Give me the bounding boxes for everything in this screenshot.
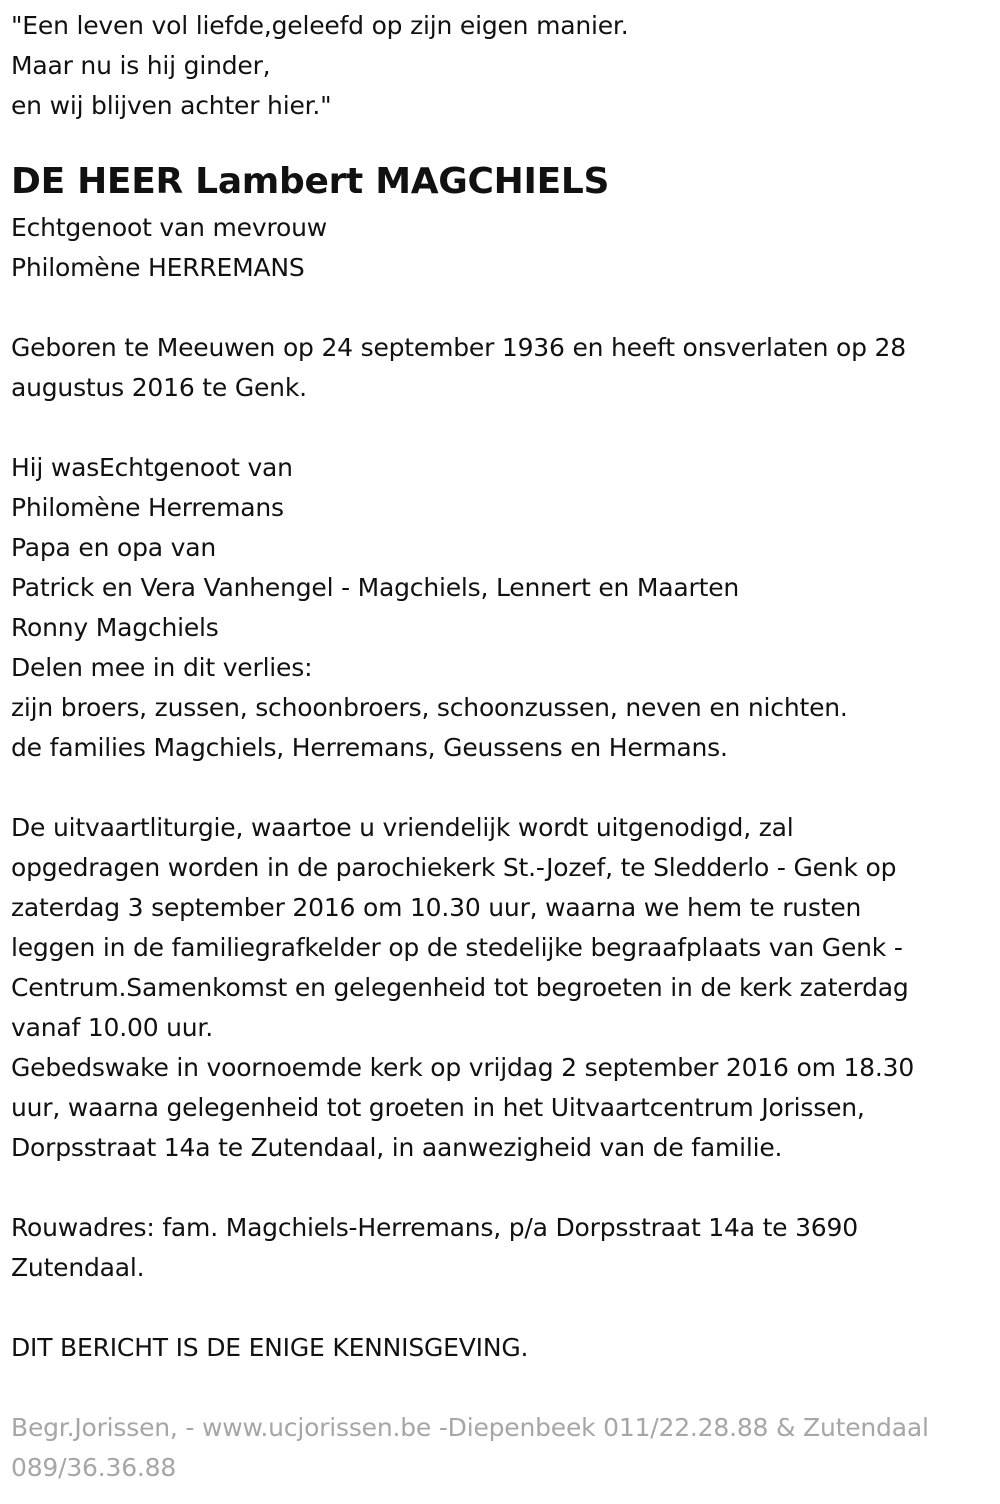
deceased-name-title: DE HEER Lambert MAGCHIELS: [11, 161, 610, 202]
family-line: Hij wasEchtgenoot van: [11, 453, 293, 482]
funeral-line: Gebedswake in voornoemde kerk op vrijdag 2 september 2016 om 18.30: [11, 1053, 915, 1082]
spacer: [11, 768, 989, 808]
funeral-line: Centrum.Samenkomst en gelegenheid tot begroeten in de kerk zaterdag: [11, 973, 909, 1002]
spacer: [11, 1168, 989, 1208]
family-line: Delen mee in dit verlies:: [11, 653, 313, 682]
footer-line: 089/36.36.88: [11, 1453, 177, 1482]
funeral-line: zaterdag 3 september 2016 om 10.30 uur, waarna we hem te rusten: [11, 893, 862, 922]
quote-line: "Een leven vol liefde,geleefd op zijn eigen manier.: [11, 11, 629, 40]
funeral-line: vanaf 10.00 uur.: [11, 1013, 213, 1042]
family-line: Philomène Herremans: [11, 493, 284, 522]
address-line: Zutendaal.: [11, 1253, 145, 1282]
address-line: Rouwadres: fam. Magchiels-Herremans, p/a Dorpsstraat 14a te 3690: [11, 1213, 858, 1242]
funeral-paragraph: [11, 808, 989, 1168]
spouse-intro-line: Echtgenoot van mevrouw: [11, 213, 327, 242]
funeral-line: Dorpsstraat 14a te Zutendaal, in aanwezigheid van de familie.: [11, 1133, 783, 1162]
quote-line: Maar nu is hij ginder,: [11, 51, 271, 80]
mourning-address: [11, 1208, 989, 1288]
funeral-line: opgedragen worden in de parochiekerk St.-Jozef, te Sledderlo - Genk op: [11, 853, 897, 882]
spacer: [11, 1288, 989, 1328]
family-line: Ronny Magchiels: [11, 613, 219, 642]
family-line: de families Magchiels, Herremans, Geussens en Hermans.: [11, 733, 728, 762]
quote-line: en wij blijven achter hier.": [11, 91, 332, 120]
family-paragraph: [11, 448, 989, 768]
spacer: [11, 408, 989, 448]
funeral-line: leggen in de familiegrafkelder op de stedelijke begraafplaats van Genk -: [11, 933, 903, 962]
spouse-intro: [11, 208, 989, 288]
spacer: [11, 288, 989, 328]
spouse-intro-line: Philomène HERREMANS: [11, 253, 305, 282]
funeral-home-footer: [11, 1408, 989, 1488]
family-line: Papa en opa van: [11, 533, 216, 562]
birth-death-paragraph: [11, 328, 989, 408]
footer-line: Begr.Jorissen, - www.ucjorissen.be -Diepenbeek 011/22.28.88 & Zutendaal: [11, 1413, 929, 1442]
birth-death-line: Geboren te Meeuwen op 24 september 1936 en heeft onsverlaten op 28: [11, 333, 906, 362]
spacer: [11, 1368, 989, 1408]
family-line: zijn broers, zussen, schoonbroers, schoonzussen, neven en nichten.: [11, 693, 848, 722]
birth-death-line: augustus 2016 te Genk.: [11, 373, 307, 402]
family-line: Patrick en Vera Vanhengel - Magchiels, Lennert en Maarten: [11, 573, 740, 602]
opening-quote: [11, 6, 989, 126]
funeral-line: uur, waarna gelegenheid tot groeten in het Uitvaartcentrum Jorissen,: [11, 1093, 865, 1122]
notice-statement: DIT BERICHT IS DE ENIGE KENNISGEVING.: [11, 1333, 529, 1362]
funeral-line: De uitvaartliturgie, waartoe u vriendelijk wordt uitgenodigd, zal: [11, 813, 794, 842]
